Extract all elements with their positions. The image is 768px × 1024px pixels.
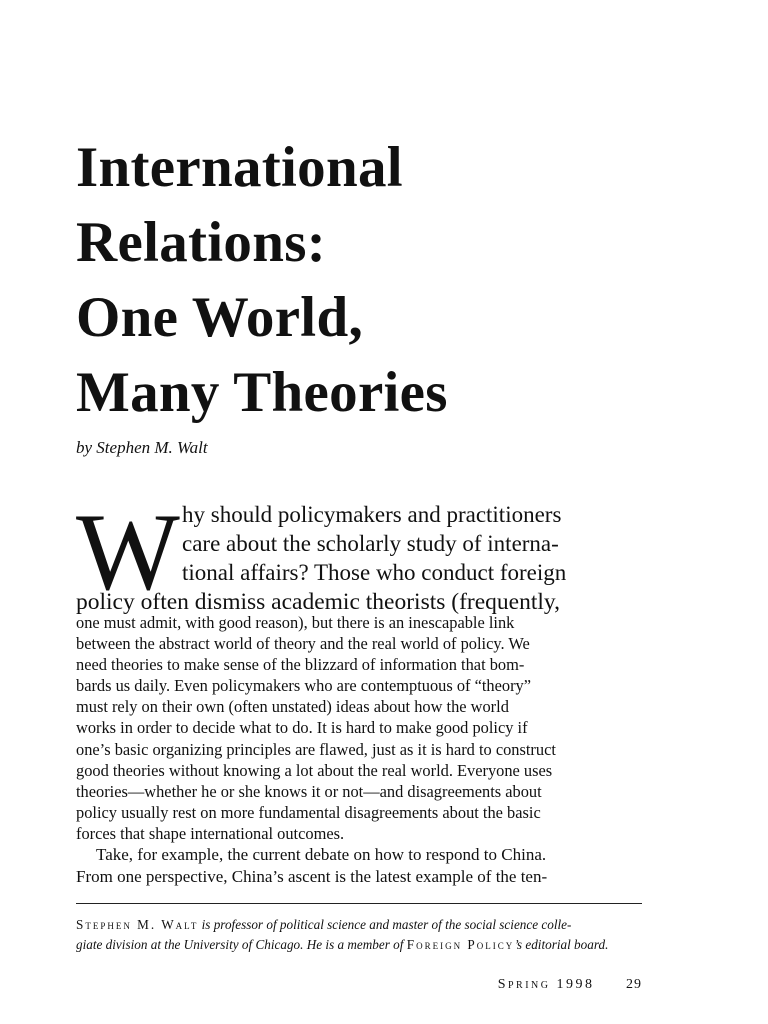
body-line: policy usually rest on more fundamental disagreements about the basic xyxy=(76,802,541,822)
lead-line-1: hy should policymakers and practitioners xyxy=(182,502,562,527)
body-line: From one perspective, China’s ascent is the latest example of the ten- xyxy=(76,867,548,887)
body-line: Take, for example, the current debate on how to respond to China. xyxy=(96,845,547,865)
lead-line-2: care about the scholarly study of interna- xyxy=(182,531,559,556)
title-line-1: International xyxy=(76,136,403,199)
body-line: must rely on their own (often unstated) ideas about how the world xyxy=(76,697,509,717)
author-footnote xyxy=(76,915,642,955)
body-line: one’s basic organizing principles are flawed, just as it is hard to construct xyxy=(76,739,556,759)
lead-paragraph xyxy=(76,491,642,617)
page-folio xyxy=(498,977,642,993)
body-text xyxy=(76,612,642,888)
footnote-line-1 xyxy=(76,915,642,935)
issue-season: Spring 1998 xyxy=(497,977,595,992)
footnote-line-2 xyxy=(76,935,642,955)
byline-prefix: by xyxy=(76,438,93,457)
footnote-line-2-text: giate division at the University of Chicago. He is a member of xyxy=(76,937,407,952)
body-line: theories—whether he or she knows it or not—and disagreements about xyxy=(76,781,542,801)
title-line-4: Many Theories xyxy=(76,361,448,424)
body-line: between the abstract world of theory and the real world of policy. We xyxy=(76,634,530,654)
body-line: works in order to decide what to do. It is hard to make good policy if xyxy=(76,718,528,738)
footnote-line-1-text: is professor of political science and master of the social science colle- xyxy=(198,917,572,932)
body-line: need theories to make sense of the blizzard of information that bom- xyxy=(76,655,525,675)
body-line: bards us daily. Even policymakers who are contemptuous of “theory” xyxy=(76,676,532,696)
footnote-divider xyxy=(76,903,642,904)
body-line: one must admit, with good reason), but there is an inescapable link xyxy=(76,613,515,632)
byline xyxy=(76,438,208,458)
drop-cap: W xyxy=(76,491,180,613)
lead-line-3: tional affairs? Those who conduct foreign xyxy=(182,560,567,585)
footnote-line-2-end: ’s editorial board. xyxy=(514,937,609,952)
byline-author: Stephen M. Walt xyxy=(96,438,208,457)
title-line-3: One World, xyxy=(76,286,363,349)
footnote-author-name: Stephen M. Walt xyxy=(76,917,199,932)
footnote-journal-name: Foreign Policy xyxy=(406,937,515,952)
body-line: forces that shape international outcomes. xyxy=(76,823,345,843)
lead-line-4: policy often dismiss academic theorists (frequently, xyxy=(76,589,561,615)
article-title xyxy=(76,130,676,430)
title-line-2: Relations: xyxy=(76,211,326,274)
page-number: 29 xyxy=(626,977,642,992)
body-line: good theories without knowing a lot about the real world. Everyone uses xyxy=(76,760,553,780)
